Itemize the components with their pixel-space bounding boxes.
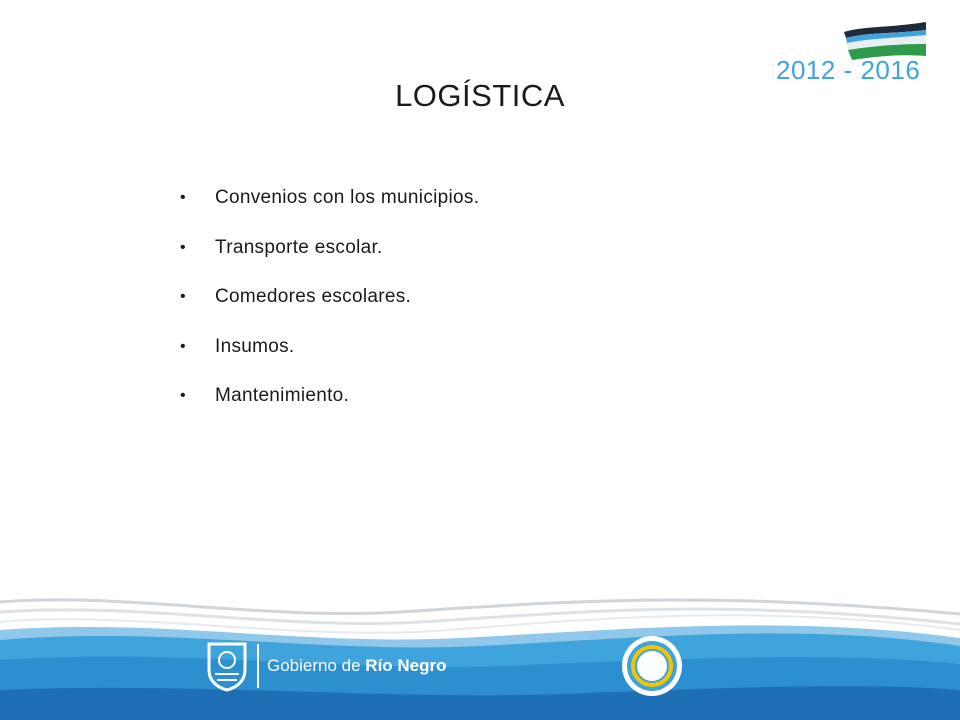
list-item <box>180 380 479 430</box>
province-name: Río Negro <box>365 656 447 675</box>
shield-icon <box>205 640 249 692</box>
bullet-icon: • <box>180 189 186 206</box>
bullet-list <box>180 182 479 430</box>
page-title: LOGÍSTICA <box>395 78 565 113</box>
list-item <box>180 331 479 381</box>
list-item-text: Convenios con los municipios. <box>215 187 480 208</box>
government-name <box>267 656 447 676</box>
bullet-icon: • <box>180 337 186 355</box>
list-item <box>180 182 479 232</box>
list-item-text: Comedores escolares. <box>215 286 412 307</box>
bullet-icon: • <box>180 238 186 256</box>
period-text: 2012 - 2016 <box>776 55 921 85</box>
list-item-text: Insumos. <box>215 335 295 357</box>
logo-divider <box>257 644 259 688</box>
sun-icon <box>620 634 684 698</box>
list-item-text: Transporte escolar. <box>215 236 383 258</box>
footer-waves <box>0 590 960 720</box>
list-item <box>180 232 479 282</box>
bullet-icon: • <box>180 387 186 404</box>
government-logo <box>205 640 465 692</box>
list-item-text: Mantenimiento. <box>215 385 350 406</box>
government-prefix: Gobierno de <box>267 656 366 675</box>
bullet-icon: • <box>180 288 186 305</box>
period-logo <box>770 22 930 86</box>
list-item <box>180 281 479 331</box>
